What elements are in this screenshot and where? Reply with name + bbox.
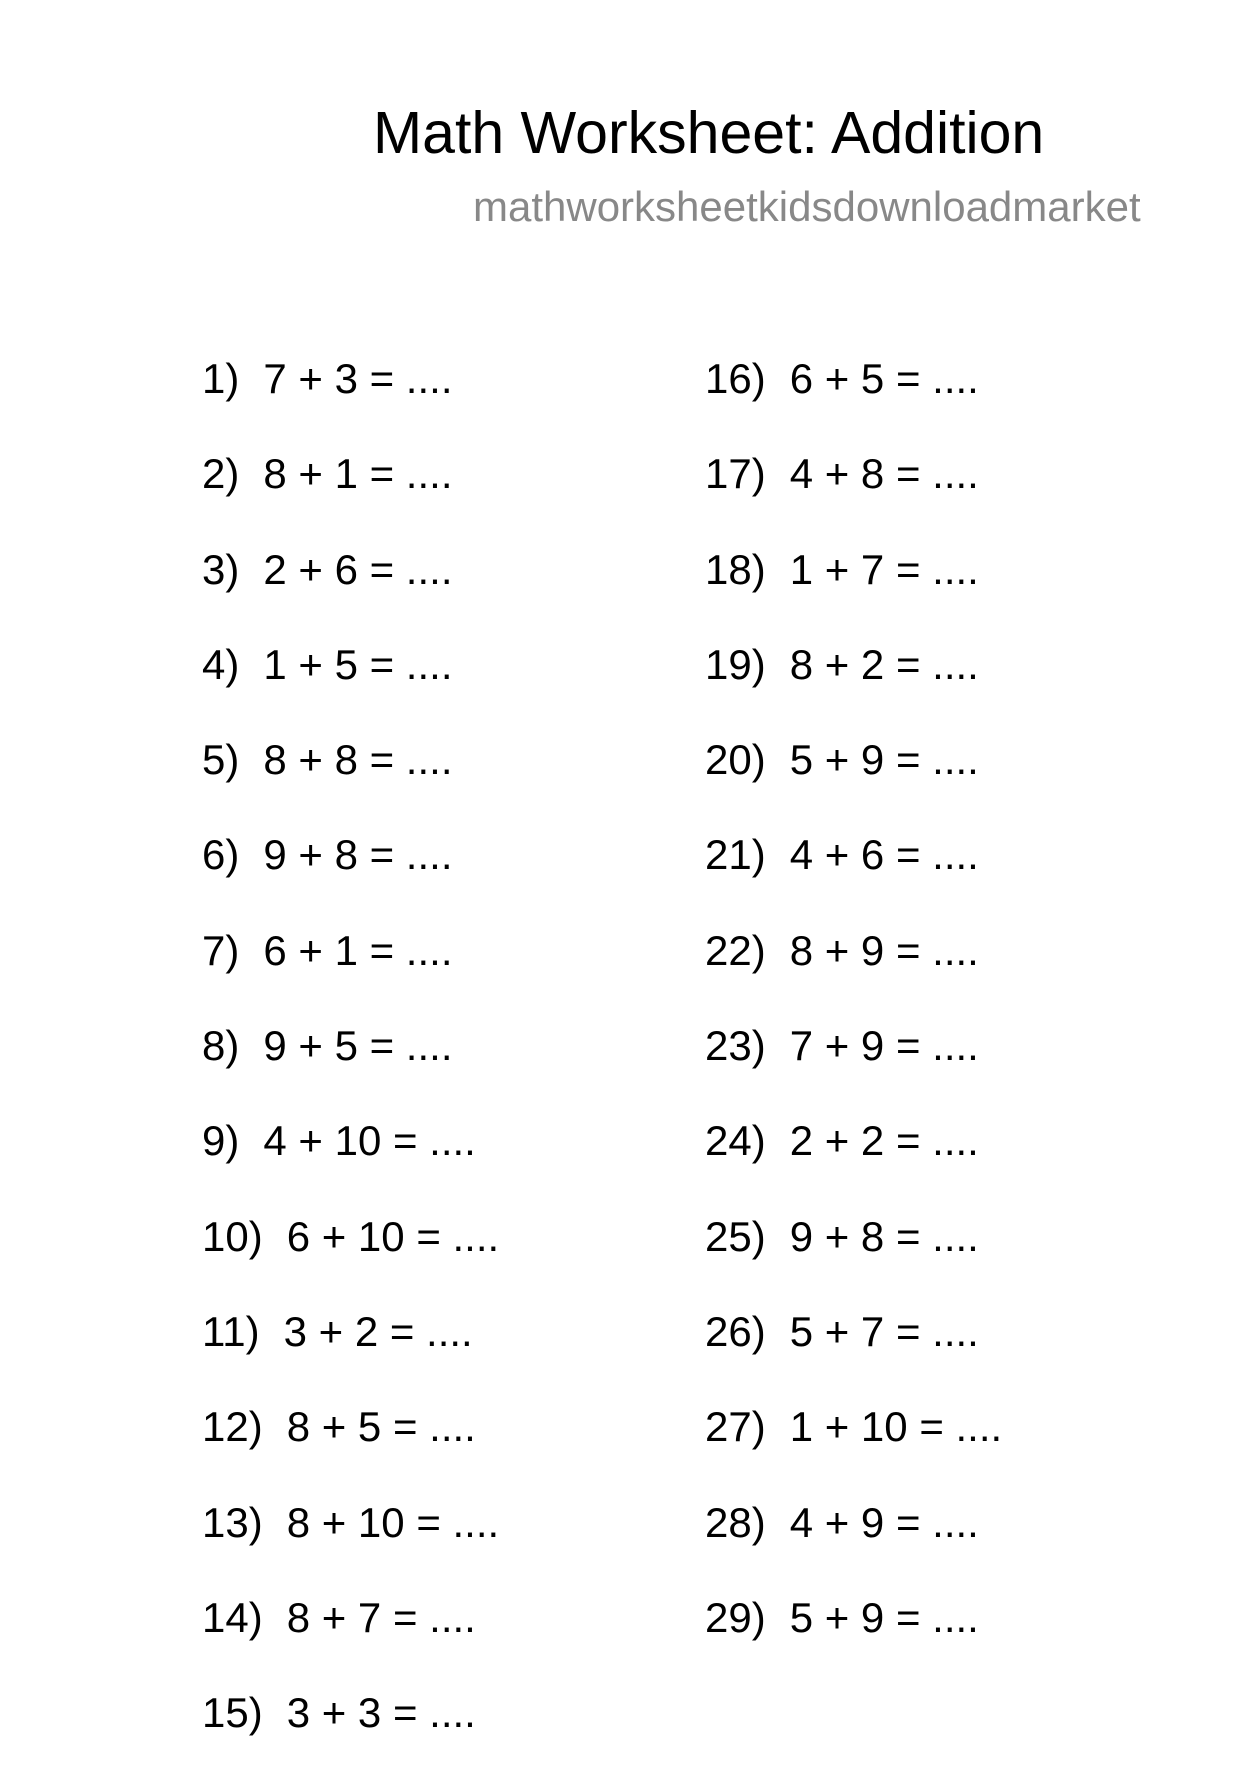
problem-number: 5) <box>202 736 240 784</box>
problem-list-left <box>202 350 499 1779</box>
problem-number: 12) <box>202 1403 263 1451</box>
problem-item <box>202 350 499 445</box>
problem-item <box>705 1112 1002 1207</box>
problem-item <box>705 1017 1002 1112</box>
problem-expression: 3 + 2 = .... <box>283 1307 473 1355</box>
watermark-text: mathworksheetkidsdownloadmarket <box>473 183 1141 230</box>
problem-expression: 8 + 10 = .... <box>286 1498 500 1546</box>
problem-expression: 1 + 5 = .... <box>263 640 453 688</box>
problem-number: 23) <box>705 1022 766 1070</box>
problem-expression: 1 + 10 = .... <box>789 1403 1003 1451</box>
page-title: Math Worksheet: Addition <box>373 100 1045 166</box>
problem-item <box>202 636 499 731</box>
problem-expression: 6 + 5 = .... <box>789 355 979 402</box>
problem-expression: 6 + 10 = .... <box>286 1212 500 1260</box>
problem-expression: 9 + 5 = .... <box>263 1022 453 1070</box>
problem-expression: 4 + 8 = .... <box>789 450 979 498</box>
problem-expression: 8 + 5 = .... <box>286 1403 476 1451</box>
problem-number: 10) <box>202 1212 263 1260</box>
problem-item <box>705 1494 1002 1589</box>
problem-item <box>705 1589 1002 1684</box>
problem-item <box>202 445 499 540</box>
problem-expression: 4 + 6 = .... <box>789 831 979 879</box>
problem-expression: 8 + 8 = .... <box>263 736 453 784</box>
problem-expression: 3 + 3 = .... <box>286 1689 476 1737</box>
problem-number: 13) <box>202 1498 263 1546</box>
problem-item <box>705 1398 1002 1493</box>
problem-number: 18) <box>705 545 766 593</box>
problem-expression: 2 + 2 = .... <box>789 1117 979 1165</box>
problem-item <box>202 731 499 826</box>
problem-item <box>705 541 1002 636</box>
problem-expression: 6 + 1 = .... <box>263 926 453 974</box>
problem-item <box>202 1303 499 1398</box>
problem-item <box>705 731 1002 826</box>
problem-expression: 4 + 9 = .... <box>789 1498 979 1546</box>
problem-item <box>202 1684 499 1779</box>
problem-item <box>202 1208 499 1303</box>
problem-number: 22) <box>705 926 766 974</box>
problem-number: 29) <box>705 1593 766 1641</box>
problem-item <box>202 1112 499 1207</box>
problem-expression: 2 + 6 = .... <box>263 545 453 593</box>
problem-number: 2) <box>202 450 240 498</box>
problem-expression: 8 + 9 = .... <box>789 926 979 974</box>
problem-number: 28) <box>705 1498 766 1546</box>
problem-item <box>705 445 1002 540</box>
problem-item <box>202 1494 499 1589</box>
problem-expression: 4 + 10 = .... <box>263 1117 476 1165</box>
problem-number: 27) <box>705 1403 766 1451</box>
problem-expression: 7 + 9 = .... <box>789 1022 979 1070</box>
problem-item <box>705 826 1002 921</box>
problem-number: 3) <box>202 545 240 593</box>
problem-number: 14) <box>202 1593 263 1641</box>
problem-number: 6) <box>202 831 240 879</box>
problem-number: 7) <box>202 926 240 974</box>
problem-number: 19) <box>705 640 766 688</box>
problem-number: 15) <box>202 1689 263 1737</box>
problem-item <box>705 922 1002 1017</box>
problem-expression: 5 + 9 = .... <box>789 1593 979 1641</box>
problem-number: 21) <box>705 831 766 879</box>
problem-list-right <box>705 350 1002 1684</box>
problem-expression: 8 + 1 = .... <box>263 450 453 498</box>
problem-item <box>202 541 499 636</box>
problem-expression: 1 + 7 = .... <box>789 545 979 593</box>
problem-number: 24) <box>705 1117 766 1165</box>
problem-expression: 5 + 7 = .... <box>789 1307 979 1355</box>
problem-item <box>202 1017 499 1112</box>
problem-item <box>202 1398 499 1493</box>
problem-expression: 9 + 8 = .... <box>263 831 453 879</box>
problem-expression: 8 + 2 = .... <box>789 640 979 688</box>
problem-item <box>705 1303 1002 1398</box>
problem-number: 8) <box>202 1022 240 1070</box>
problem-number: 16) <box>705 355 766 402</box>
problem-item <box>705 350 1002 445</box>
problem-expression: 7 + 3 = .... <box>263 355 453 402</box>
problem-number: 1) <box>202 355 240 402</box>
problem-number: 20) <box>705 736 766 784</box>
problem-item <box>202 922 499 1017</box>
problem-expression: 8 + 7 = .... <box>286 1593 476 1641</box>
problem-item <box>202 1589 499 1684</box>
problem-expression: 9 + 8 = .... <box>789 1212 979 1260</box>
problem-item <box>705 636 1002 731</box>
problem-number: 4) <box>202 640 240 688</box>
problem-item <box>705 1208 1002 1303</box>
problem-item <box>202 826 499 921</box>
problem-number: 25) <box>705 1212 766 1260</box>
problem-number: 17) <box>705 450 766 498</box>
problem-number: 11) <box>202 1307 260 1355</box>
problem-number: 9) <box>202 1117 240 1165</box>
problem-number: 26) <box>705 1307 766 1355</box>
problem-expression: 5 + 9 = .... <box>789 736 979 784</box>
